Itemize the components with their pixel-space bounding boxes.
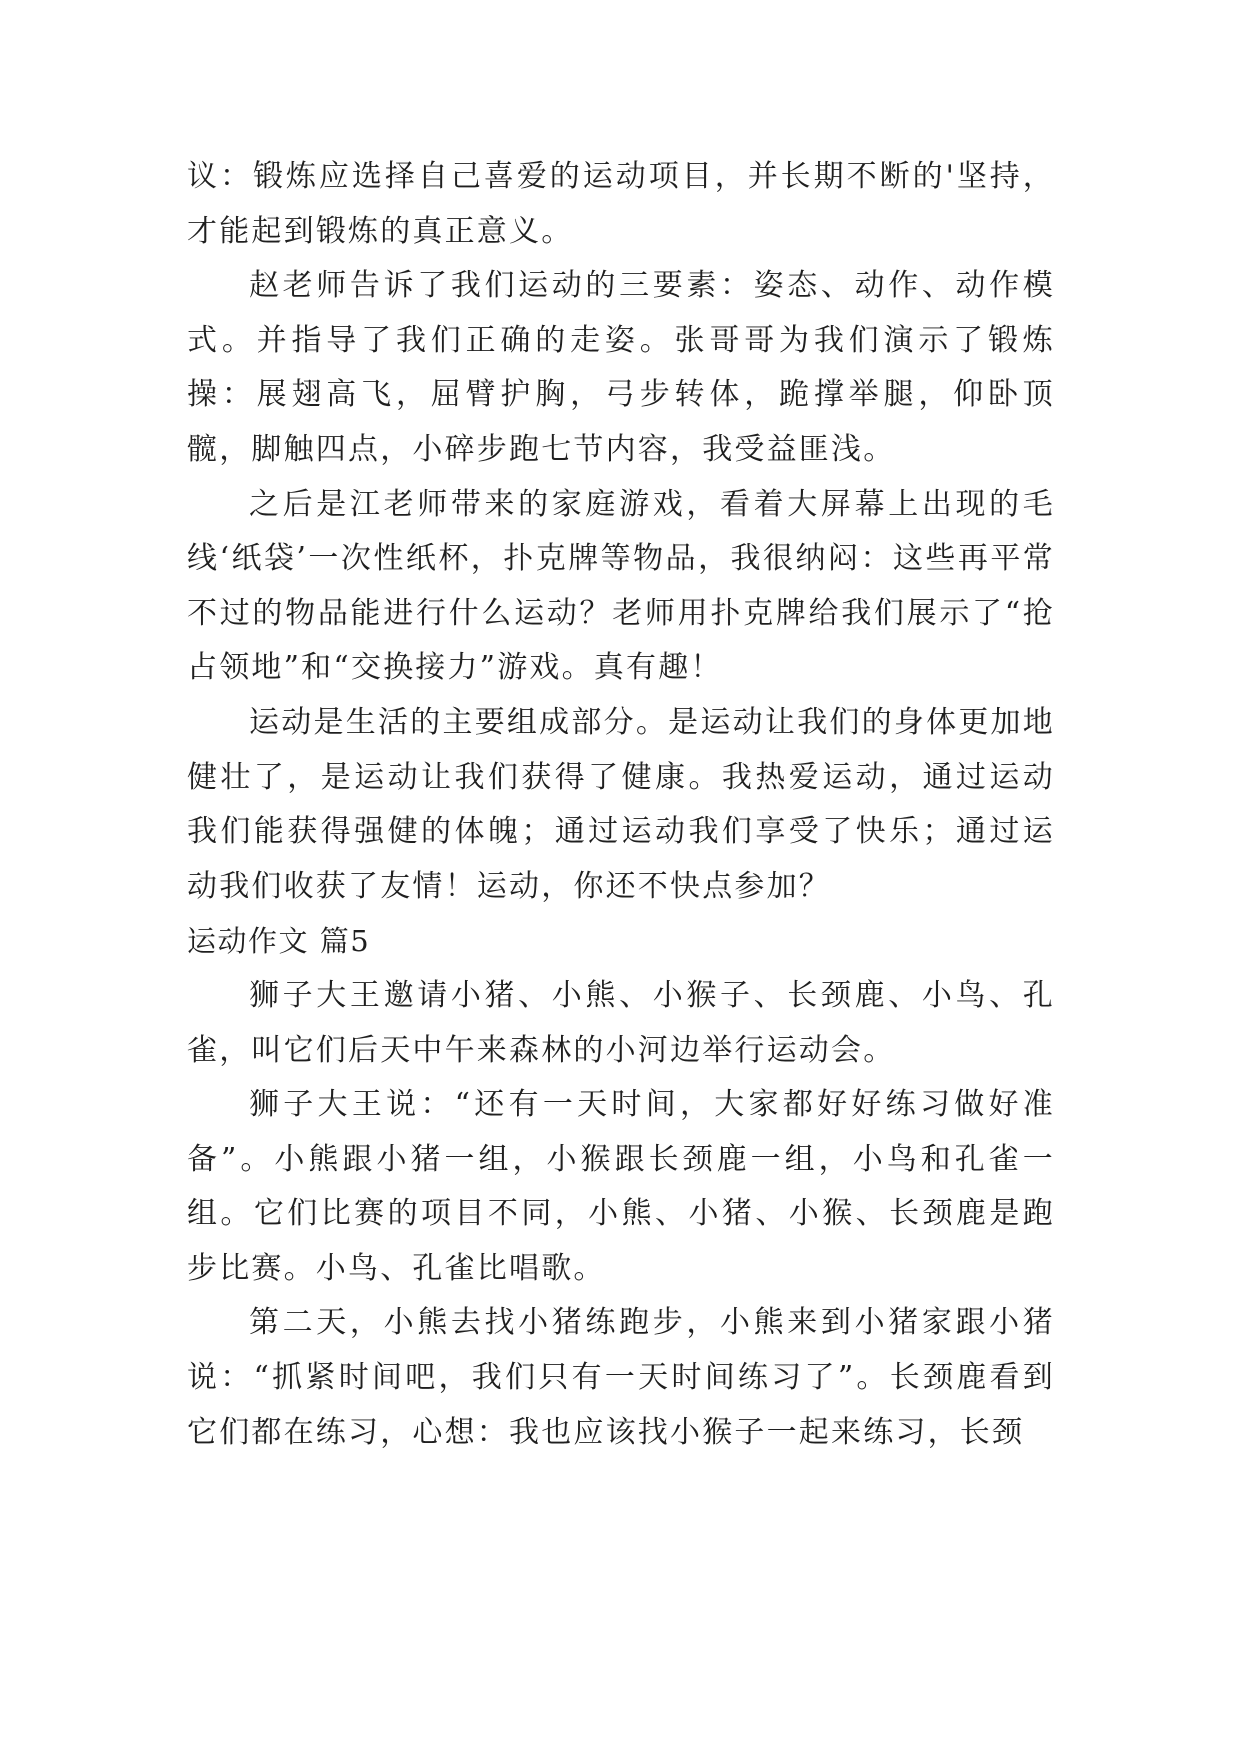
paragraph-1: 议：锻炼应选择自己喜爱的运动项目，并长期不断的'坚持，才能起到锻炼的真正意义。	[187, 159, 1055, 249]
essay-heading: 运动作文 篇5	[187, 924, 371, 959]
paragraph-4: 运动是生活的主要组成部分。是运动让我们的身体更加地健壮了，是运动让我们获得了健康。我热爱运动，通过运动我们能获得强健的体魄；通过运动我们享受了快乐；通过运动我们收获了友情！运动，你还不快点参加？	[187, 704, 1055, 904]
paragraph-5: 狮子大王邀请小猪、小熊、小猴子、长颈鹿、小鸟、孔雀，叫它们后天中午来森林的小河边举行运动会。	[187, 977, 1055, 1068]
paragraph-2: 赵老师告诉了我们运动的三要素：姿态、动作、动作模式。并指导了我们正确的走姿。张哥哥为我们演示了锻炼操：展翅高飞，屈臂护胸，弓步转体，跪撑举腿，仰卧顶髋，脚触四点，小碎步跑七节内容，我受益匪浅。	[187, 268, 1055, 467]
document-body	[187, 150, 1055, 1460]
paragraph-7: 第二天，小熊去找小猪练跑步，小熊来到小猪家跟小猪说：“抓紧时间吧，我们只有一天时间练习了”。长颈鹿看到它们都在练习，心想：我也应该找小猴子一起来练习，长颈	[187, 1305, 1055, 1450]
paragraph-3: 之后是江老师带来的家庭游戏，看着大屏幕上出现的毛线‘纸袋’一次性纸杯，扑克牌等物品，我很纳闷：这些再平常不过的物品能进行什么运动？老师用扑克牌给我们展示了“抢占领地”和“交换接力”游戏。真有趣！	[187, 486, 1055, 686]
paragraph-6: 狮子大王说：“还有一天时间，大家都好好练习做好准备”。小熊跟小猪一组，小猴跟长颈鹿一组，小鸟和孔雀一组。它们比赛的项目不同，小熊、小猪、小猴、长颈鹿是跑步比赛。小鸟、孔雀比唱歌。	[187, 1087, 1055, 1286]
